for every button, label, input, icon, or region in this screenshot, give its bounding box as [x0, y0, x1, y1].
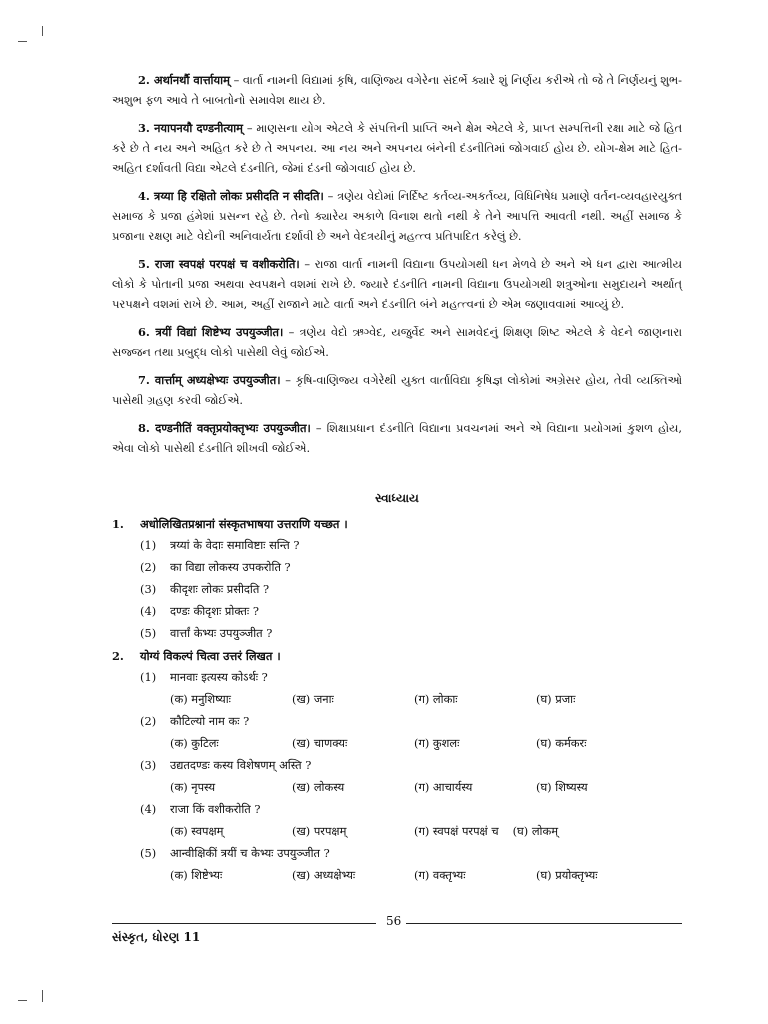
explanation-paragraph [112, 70, 682, 110]
crop-mark [18, 41, 27, 42]
sub-question-text: वार्त्तां केभ्यः उपयुञ्जीत ? [170, 626, 273, 640]
option: (ख) लोकस्य [292, 780, 345, 794]
sutra-heading: 3. नयापनयौ दण्डनीत्याम् [138, 121, 243, 135]
sub-question-text: आन्वीक्षिकीं त्रयीं च केभ्यः उपयुञ्जीत ? [170, 846, 330, 860]
footer-title: સંસ્કૃત, ધોરણ 11 [112, 930, 201, 944]
explanation-paragraph [112, 254, 682, 314]
sub-question-text: मानवाः इत्यस्य कोऽर्थः ? [170, 670, 268, 684]
sub-question-text: कौटिल्यो नाम कः ? [170, 714, 250, 728]
footer-rule-right [406, 923, 682, 924]
question-2 [112, 646, 682, 886]
explanation-paragraph [112, 418, 682, 458]
page-body [112, 70, 682, 886]
sub-question-text: राजा किं वशीकरोति ? [170, 802, 261, 816]
section-heading: સ્વાધ્યાય [375, 491, 419, 505]
option: (ग) कुशलः [414, 736, 460, 750]
option: (घ) लोकम् [512, 824, 559, 838]
sub-question [140, 666, 682, 688]
sub-question-number: (5) [140, 846, 157, 860]
explanation-text: – કૃષિ-વાણિજ્ય વગેરેથી યુક્ત વાર્તાવિદ્યા કૃષિજ્ઞ લોકોમાં અગ્રેસર હોય, તેવી વ્યક્તિઓ પાસેથી ગ્રહણ કરવી જોઈએ. [112, 373, 682, 407]
crop-mark [42, 26, 43, 36]
option: (ख) जनाः [292, 692, 334, 706]
explanation-text: – ત્રણેય વેદોમાં નિર્દિષ્ટ કર્તવ્ય-અકર્તવ્ય, વિધિનિષેધ પ્રમાણે વર્તન-વ્યવહારયુક્ત સમાજ કે પ્રજા હંમેશાં પ્રસન્ન રહે છે. તેનો ક્યારેય અકાળે વિનાશ થતો નથી કે તેને આપત્તિ આવતી નથી. અહીં સમાજ કે પ્રજાના રક્ષણ માટે વેદોની અનિવાર્યતા દર્શાવી છે અને વેદત્રયીનું મહત્ત્વ પ્રતિપાદિત કરેલું છે. [112, 189, 682, 243]
page-number: 56 [386, 914, 402, 928]
sub-question-text: का विद्या लोकस्य उपकरोति ? [170, 560, 291, 574]
explanation-paragraph [112, 322, 682, 362]
option: (ग) आचार्यस्य [414, 780, 473, 794]
sub-question [140, 534, 682, 556]
sub-question-number: (4) [140, 604, 157, 618]
option-row [170, 776, 682, 798]
sub-question [140, 754, 682, 776]
crop-mark [18, 1000, 27, 1001]
sub-question [140, 842, 682, 864]
option-row [170, 688, 682, 710]
option: (क) नृपस्य [170, 780, 216, 794]
explanation-paragraph [112, 186, 682, 246]
sub-question [140, 556, 682, 578]
option: (ख) चाणक्यः [292, 736, 348, 750]
question-text: योग्यं विकल्पं चित्वा उत्तरं लिखत । [140, 649, 281, 663]
sub-question-text: उद्यतदण्डः कस्य विशेषणम् अस्ति ? [170, 758, 312, 772]
sub-question-number: (3) [140, 758, 157, 772]
sub-question-number: (2) [140, 560, 157, 574]
crop-mark [42, 990, 43, 1002]
option: (घ) प्रयोक्तृभ्यः [536, 868, 598, 882]
option: (क) मनुशिष्याः [170, 692, 231, 706]
option-row [170, 732, 682, 754]
explanation-text: – શિક્ષાપ્રધાન દંડનીતિ વિદ્યાના પ્રવચનમાં અને એ વિદ્યાના પ્રયોગમાં કુશળ હોય, એવા લોકો પાસેથી દંડનીતિ શીખવી જોઈએ. [112, 421, 683, 455]
sutra-heading: 8. दण्डनीतिं वक्तृप्रयोक्तृभ्यः उपयुञ्जीत। [138, 421, 311, 435]
sub-question [140, 710, 682, 732]
explanation-text: – વાર્તા નામની વિદ્યામાં કૃષિ, વાણિજ્ય વગેરેના સંદર્ભે ક્યારે શું નિર્ણય કરીએ તો જે તે નિર્ણયનું શુભ-અશુભ ફળ આવે તે બાબતોનો સમાવેશ થાય છે. [112, 73, 682, 107]
sub-question-text: दण्डः कीदृशः प्रोक्तः ? [170, 604, 259, 618]
sutra-heading: 4. त्रय्या हि रक्षितो लोकः प्रसीदति न सीदति। [138, 189, 324, 203]
explanation-text: – રાજા વાર્તા નામની વિદ્યાના ઉપયોગથી ધન મેળવે છે અને એ ધન દ્વારા આત્મીય લોકો કે પોતાની પ્રજા અથવા સ્વપક્ષને વશમાં રાખે છે. જ્યારે દંડનીતિ નામની વિદ્યાના ઉપયોગથી શત્રુઓના સમુદાયને અર્થાત્ પરપક્ષને વશમાં રાખે છે. આમ, અહીં રાજાને માટે વાર્તા અને દંડનીતિ બંને મહત્ત્વનાં છે એમ જણાવવામાં આવ્યું છે. [112, 257, 682, 311]
sub-question [140, 798, 682, 820]
sub-question-number: (3) [140, 582, 157, 596]
explanation-paragraph [112, 118, 682, 178]
explanation-paragraph [112, 370, 682, 410]
option-row [170, 864, 682, 886]
question-number: 1. [112, 517, 124, 531]
option: (ख) अध्यक्षेभ्यः [292, 868, 356, 882]
sub-question-number: (1) [140, 670, 157, 684]
sub-question [140, 622, 682, 644]
sub-question-number: (5) [140, 626, 157, 640]
sub-question-number: (1) [140, 538, 157, 552]
explanation-text: – માણસના યોગ એટલે કે સંપત્તિની પ્રાપ્તિ અને ક્ષેમ એટલે કે, પ્રાપ્ત સમ્પત્તિની રક્ષા માટે જે હિત કરે છે તે નય અને અહિત કરે છે તે અપનય. આ નય અને અપનય બંનેની દંડનીતિમાં જોગવાઈ હોય છે. યોગ-ક્ષેમ માટે હિત-અહિત દર્શાવતી વિદ્યા એટલે દંડનીતિ, જેમાં દંડની જોગવાઈ હોય છે. [112, 121, 682, 175]
option: (घ) कर्मकरः [536, 736, 587, 750]
option: (घ) शिष्यस्य [536, 780, 588, 794]
sub-question-number: (2) [140, 714, 157, 728]
sub-question [140, 600, 682, 622]
footer-rule-left [112, 923, 376, 924]
option: (घ) प्रजाः [536, 692, 576, 706]
option: (ग) लोकाः [414, 692, 458, 706]
sutra-heading: 2. अर्थानर्थौ वार्त्तायाम् [138, 73, 230, 87]
option: (क) कुटिलः [170, 736, 219, 750]
question-text: अधोलिखितप्रश्नानां संस्कृतभाषया उत्तराणि यच्छत । [140, 517, 348, 531]
option: (क) शिष्टेभ्यः [170, 868, 223, 882]
option: (क) स्वपक्षम् [170, 824, 224, 838]
option: (ग) वक्तृभ्यः [414, 868, 466, 882]
option-row [170, 820, 682, 842]
option: (ख) परपक्षम् [292, 824, 347, 838]
sutra-heading: 7. वार्त्ताम् अध्यक्षेभ्यः उपयुञ्जीत। [138, 373, 281, 387]
sub-question-text: कीदृशः लोकः प्रसीदति ? [170, 582, 270, 596]
sutra-heading: 5. राजा स्वपक्षं परपक्षं च वशीकरोति। [138, 257, 300, 271]
sutra-heading: 6. त्रयीं विद्यां शिष्टेभ्य उपयुञ्जीत। [138, 325, 284, 339]
question-number: 2. [112, 649, 124, 663]
option: (ग) स्वपक्षं परपक्षं च [414, 824, 499, 838]
explanation-text: – ત્રણેય વેદો ઋગ્વેદ, યજુર્વેદ અને સામવેદનું શિક્ષણ શિષ્ટ એટલે કે વેદને જાણનારા સજ્જન તથા પ્રબુદ્ધ લોકો પાસેથી લેવું જોઈએ. [112, 325, 682, 359]
sub-question [140, 578, 682, 600]
sub-question-text: त्रय्यां के वेदाः समाविष्टाः सन्ति ? [170, 538, 300, 552]
explanation-list [112, 70, 682, 458]
sub-question-number: (4) [140, 802, 157, 816]
question-1 [112, 514, 682, 644]
